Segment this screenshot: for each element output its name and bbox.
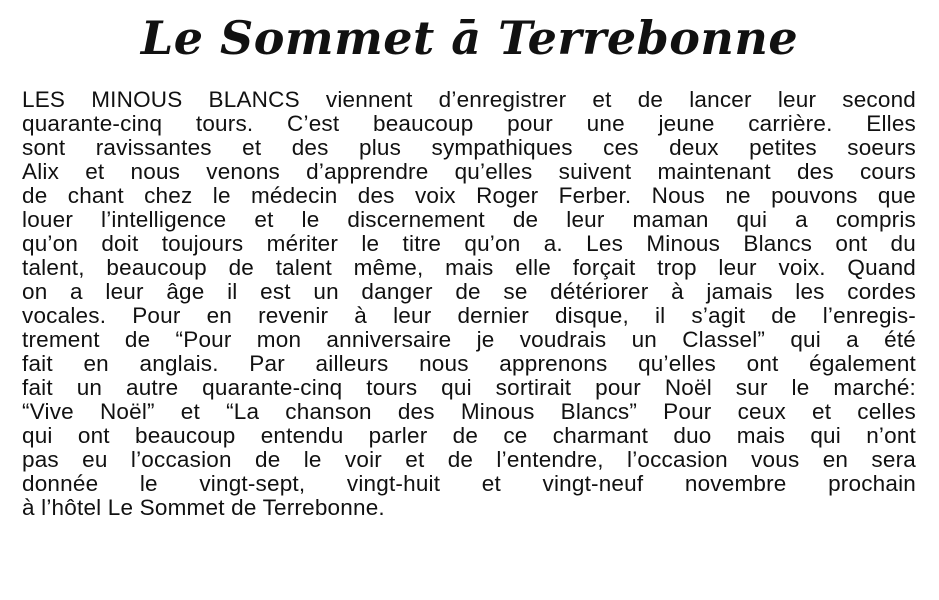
article-line: vocales. Pour en revenir à leur dernier disque, il s’agit de l’enregis- bbox=[22, 304, 916, 328]
article-line: qui ont beaucoup entendu parler de ce charmant duo mais qui n’ont bbox=[22, 424, 916, 448]
article-line: sont ravissantes et des plus sympathiques ces deux petites soeurs bbox=[22, 136, 916, 160]
article-line: à l’hôtel Le Sommet de Terrebonne. bbox=[22, 496, 385, 520]
article-line: on a leur âge il est un danger de se détériorer à jamais les cordes bbox=[22, 280, 916, 304]
article-line: louer l’intelligence et le discernement de leur maman qui a compris bbox=[22, 208, 916, 232]
headline: Le Sommet ā Terrebonne bbox=[140, 11, 799, 65]
article-line: de chant chez le médecin des voix Roger Ferber. Nous ne pouvons que bbox=[22, 184, 916, 208]
article-line: “Vive Noël” et “La chanson des Minous Blancs” Pour ceux et celles bbox=[22, 400, 916, 424]
article-line: fait en anglais. Par ailleurs nous apprenons qu’elles ont également bbox=[22, 352, 916, 376]
article-line: talent, beaucoup de talent même, mais elle forçait trop leur voix. Quand bbox=[22, 256, 916, 280]
article-line: fait un autre quarante-cinq tours qui sortirait pour Noël sur le marché: bbox=[22, 376, 916, 400]
article-line: donnée le vingt-sept, vingt-huit et vingt-neuf novembre prochain bbox=[22, 472, 916, 496]
article-line: trement de “Pour mon anniversaire je voudrais un Classel” qui a été bbox=[22, 328, 916, 352]
article-line: LES MINOUS BLANCS viennent d’enregistrer et de lancer leur second bbox=[22, 88, 916, 112]
article-line: quarante-cinq tours. C’est beaucoup pour une jeune carrière. Elles bbox=[22, 112, 916, 136]
article-body bbox=[22, 88, 916, 520]
article-line: pas eu l’occasion de le voir et de l’entendre, l’occasion vous en sera bbox=[22, 448, 916, 472]
article-line: qu’on doit toujours mériter le titre qu’on a. Les Minous Blancs ont du bbox=[22, 232, 916, 256]
article-line: Alix et nous venons d’apprendre qu’elles suivent maintenant des cours bbox=[22, 160, 916, 184]
